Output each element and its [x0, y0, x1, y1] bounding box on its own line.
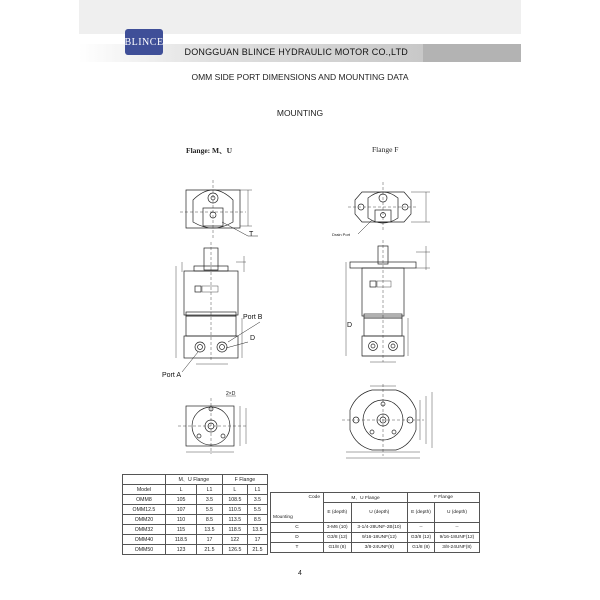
table-cell: 108.5 [222, 495, 247, 505]
table-row [123, 495, 268, 505]
table-row [271, 543, 480, 553]
table2-mounting-label: Mounting [273, 515, 293, 520]
table-cell: T [271, 543, 324, 553]
table-cell: 110 [165, 515, 196, 525]
table-cell: 105 [165, 495, 196, 505]
company-name: DONGGUAN BLINCE HYDRAULIC MOTOR CO.,LTD [184, 47, 408, 57]
table-row [271, 523, 480, 533]
table-cell: OMM40 [123, 535, 166, 545]
table-cell: 123 [165, 545, 196, 555]
table-cell: 21.5 [247, 545, 267, 555]
table-cell: G1/8 (8) [408, 543, 435, 553]
label-port-a: Port A [162, 372, 182, 379]
right-side-view [346, 240, 430, 362]
table1-col-l: L [165, 485, 196, 495]
table-cell: 118.5 [222, 525, 247, 535]
label-t: T [249, 231, 254, 238]
table2-col-u: U (depth) [434, 503, 479, 523]
label-port-b: Port B [243, 314, 263, 321]
table-cell: 110.5 [222, 505, 247, 515]
table-cell: 17 [197, 535, 223, 545]
table-cell: 3-1/4-28UNF-2B(10) [351, 523, 408, 533]
logo-text: BLINCE [124, 36, 164, 48]
table-cell: 118.5 [165, 535, 196, 545]
table-cell: 126.5 [222, 545, 247, 555]
section-title: MOUNTING [276, 108, 324, 118]
label-2xd: 2×D [226, 391, 236, 397]
table1-corner [123, 475, 166, 485]
table-cell: G3/8 (12) [324, 533, 352, 543]
table-row [271, 533, 480, 543]
left-side-view [176, 242, 263, 372]
table-cell: 3/8-24UNF(8) [351, 543, 408, 553]
table-cell: 13.5 [197, 525, 223, 535]
table-cell: 122 [222, 535, 247, 545]
table-cell: OMM32 [123, 525, 166, 535]
table-row [123, 535, 268, 545]
table-row [123, 525, 268, 535]
table-cell: 8.5 [247, 515, 267, 525]
table-cell: -- [434, 523, 479, 533]
table-cell: G3/8 (12) [408, 533, 435, 543]
port-mounting-table [270, 492, 480, 553]
table-cell: OMM12.5 [123, 505, 166, 515]
table1-col-l: L [222, 485, 247, 495]
right-bottom-view [342, 384, 432, 458]
table2-code-label: Code [308, 495, 320, 500]
table1-group-f: F Flange [222, 475, 267, 485]
flange-mu-label: Flange: M、U [186, 146, 233, 155]
table2-corner [271, 493, 324, 523]
table-cell: 5.5 [197, 505, 223, 515]
table2-group-mu: M、U Flange [324, 493, 408, 503]
left-top-view [180, 180, 258, 238]
table-row [123, 545, 268, 555]
left-bottom-view [178, 396, 246, 454]
model-dimension-table [122, 474, 268, 555]
label-drain-port: Drain Port [332, 232, 351, 237]
right-top-view [348, 182, 430, 234]
table-cell: 21.5 [197, 545, 223, 555]
table-cell: 3/8-24UNF(8) [434, 543, 479, 553]
table-cell: 9/16-18UNF(12) [434, 533, 479, 543]
page-title: OMM SIDE PORT DIMENSIONS AND MOUNTING DATA [191, 72, 409, 82]
table-cell: -- [408, 523, 435, 533]
table-cell: G1/8 (8) [324, 543, 352, 553]
table-cell: OMM20 [123, 515, 166, 525]
table-cell: 3-M6 (10) [324, 523, 352, 533]
table1-col-l1: L1 [247, 485, 267, 495]
table-cell: D [271, 533, 324, 543]
table-cell: OMM8 [123, 495, 166, 505]
table-cell: 107 [165, 505, 196, 515]
table2-col-u: U (depth) [351, 503, 408, 523]
table-cell: 17 [247, 535, 267, 545]
table-cell: 115 [165, 525, 196, 535]
table2-col-e: E (depth) [324, 503, 352, 523]
table-cell: 3.5 [247, 495, 267, 505]
table-cell: OMM50 [123, 545, 166, 555]
table1-col-l1: L1 [197, 485, 223, 495]
label-d-right: D [347, 322, 353, 329]
table-cell: 8.5 [197, 515, 223, 525]
flange-f-label: Flange F [372, 145, 399, 154]
table-cell: 13.5 [247, 525, 267, 535]
table2-group-f: F Flange [408, 493, 480, 503]
table-row [123, 505, 268, 515]
table-cell: 113.5 [222, 515, 247, 525]
table2-col-e: E (depth) [408, 503, 435, 523]
table-row [123, 515, 268, 525]
table-cell: C [271, 523, 324, 533]
table-cell: 5.5 [247, 505, 267, 515]
table1-group-mu: M、U Flange [165, 475, 222, 485]
table-cell: 9/16-18UNF(12) [351, 533, 408, 543]
page-number: 4 [298, 570, 302, 577]
table1-col-model: Model [123, 485, 166, 495]
table-cell: 3.5 [197, 495, 223, 505]
label-d-left: D [250, 335, 256, 342]
